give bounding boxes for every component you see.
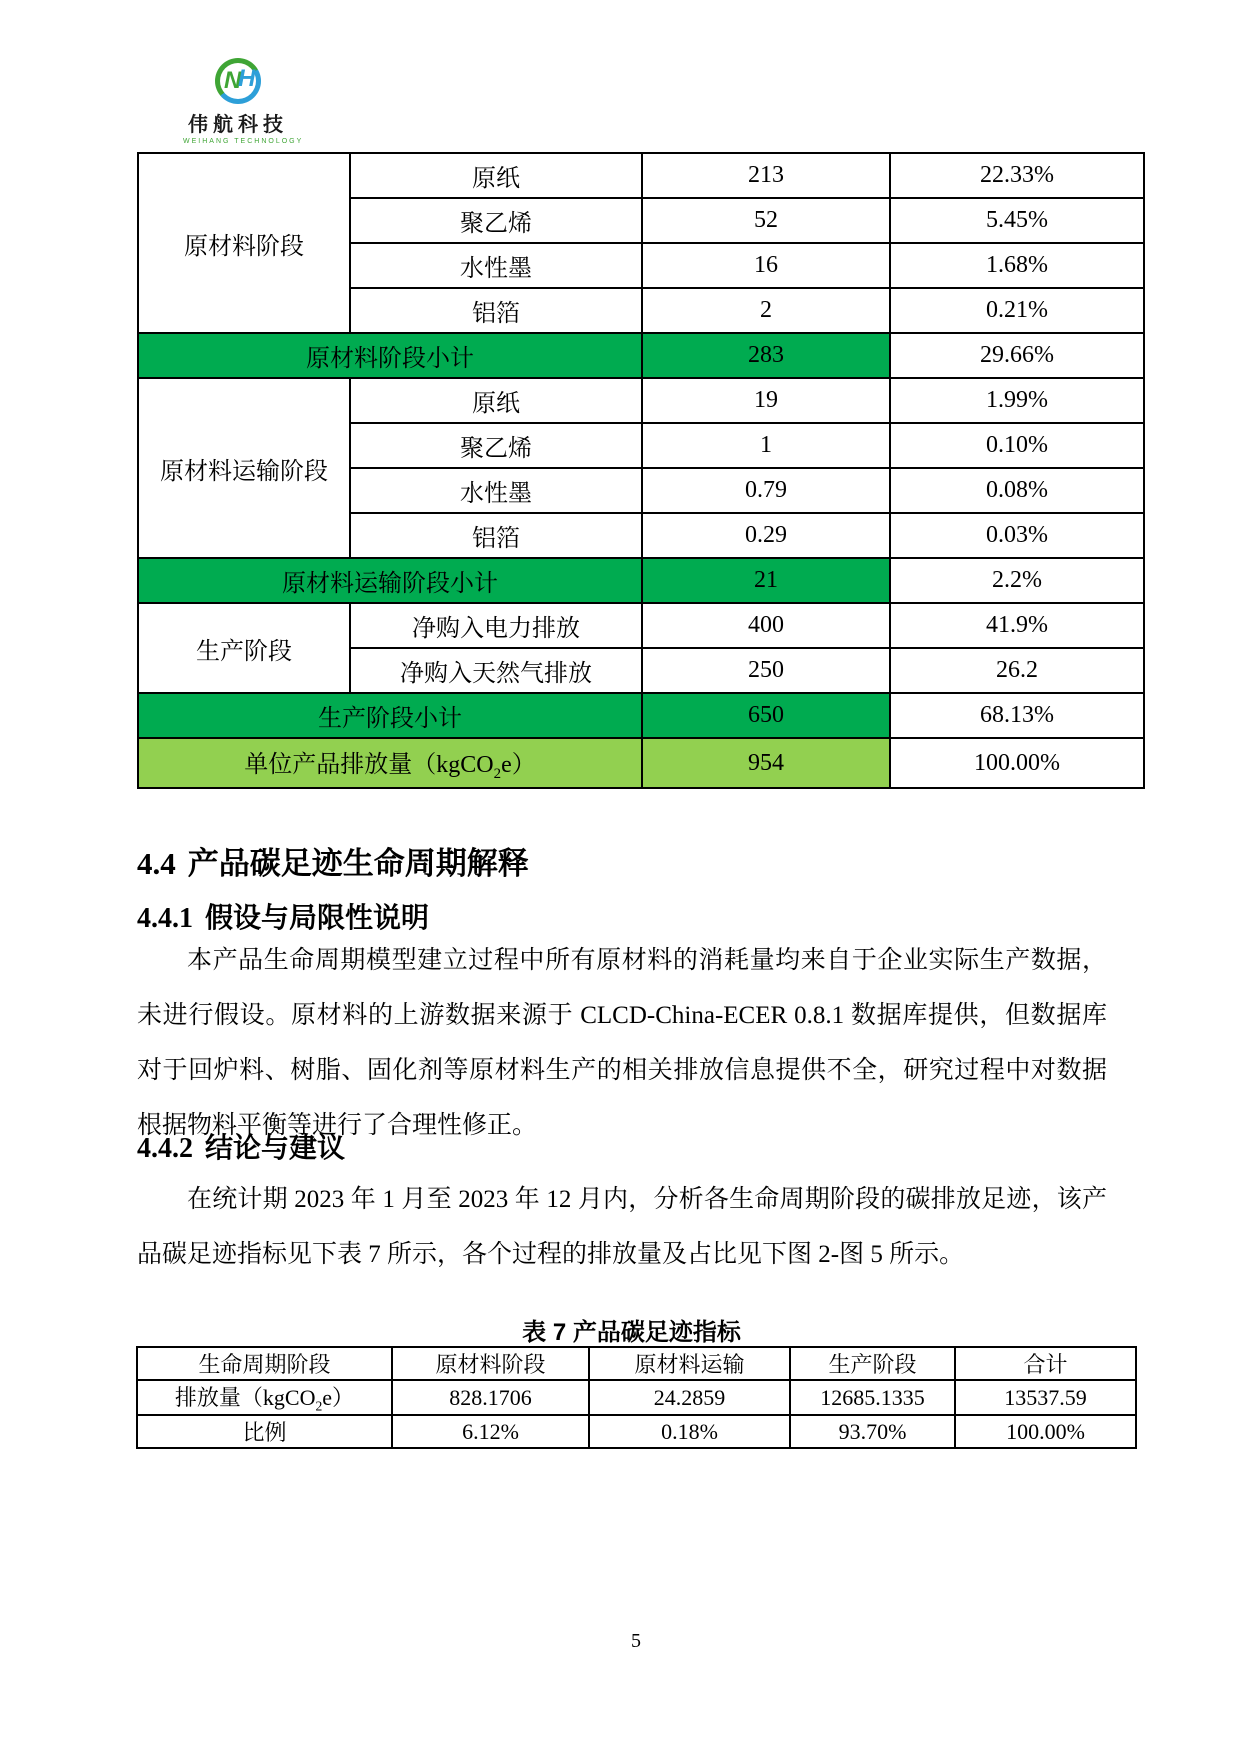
cell-share: 1.99% xyxy=(890,378,1144,423)
cell-value: 0.18% xyxy=(589,1415,790,1448)
table7-caption: 表 7 产品碳足迹指标 xyxy=(522,1319,741,1346)
cell-subtotal-share: 2.2% xyxy=(890,558,1144,603)
cell-subtotal-label: 原材料运输阶段小计 xyxy=(138,558,642,603)
total-label-suffix: e） xyxy=(501,751,536,778)
cell-value: 0.79 xyxy=(642,468,890,513)
cell-material: 铝箔 xyxy=(350,513,642,558)
emission-label-subscript: 2 xyxy=(315,1398,323,1414)
table-row xyxy=(138,153,1144,198)
cell-material: 净购入天然气排放 xyxy=(350,648,642,693)
carbon-footprint-indicator-table xyxy=(136,1346,1137,1449)
emission-breakdown-table xyxy=(137,152,1145,789)
section-heading-44 xyxy=(137,838,529,883)
logo-letter-n: N xyxy=(224,67,242,94)
row-label: 比例 xyxy=(137,1415,392,1448)
emission-label-suffix: e） xyxy=(322,1385,355,1410)
cell-value: 24.2859 xyxy=(589,1380,790,1415)
header-cell: 生命周期阶段 xyxy=(137,1347,392,1380)
page-number: 5 xyxy=(631,1630,641,1652)
header-cell: 原材料运输 xyxy=(589,1347,790,1380)
total-label-prefix: 单位产品排放量（kgCO xyxy=(244,751,494,778)
cell-total-value: 954 xyxy=(642,738,890,788)
paragraph-assumptions: 本产品生命周期模型建立过程中所有原材料的消耗量均来自于企业实际生产数据，未进行假设。原材料的上游数据来源于 CLCD-China-ECER 0.8.1 数据库提供，但数据库对于回炉料、树脂、固化剂等原材料生产的相关排放信息提供不全，研究过程中对数据根据物料平衡等进行了合理性修正。 xyxy=(137,947,1107,1139)
company-logo xyxy=(183,58,304,145)
cell-material: 净购入电力排放 xyxy=(350,603,642,648)
cell-total-label xyxy=(138,738,642,788)
header-cell: 生产阶段 xyxy=(790,1347,955,1380)
emission-label-prefix: 排放量（kgCO xyxy=(174,1385,316,1410)
cell-value: 16 xyxy=(642,243,890,288)
cell-material: 水性墨 xyxy=(350,468,642,513)
cell-stage: 生产阶段 xyxy=(138,603,350,693)
cell-share: 0.21% xyxy=(890,288,1144,333)
cell-value: 13537.59 xyxy=(955,1380,1136,1415)
cell-share: 5.45% xyxy=(890,198,1144,243)
cell-subtotal-value: 21 xyxy=(642,558,890,603)
cell-subtotal-label: 生产阶段小计 xyxy=(138,693,642,738)
header-cell: 合计 xyxy=(955,1347,1136,1380)
cell-material: 铝箔 xyxy=(350,288,642,333)
cell-share: 1.68% xyxy=(890,243,1144,288)
emission-row xyxy=(137,1380,1136,1415)
company-name-en: WEIHANG TECHNOLOGY xyxy=(183,138,304,145)
cell-value: 93.70% xyxy=(790,1415,955,1448)
ratio-row xyxy=(137,1415,1136,1448)
row-label xyxy=(137,1380,392,1415)
cell-value: 12685.1335 xyxy=(790,1380,955,1415)
header-row xyxy=(137,1347,1136,1380)
cell-material: 原纸 xyxy=(350,378,642,423)
subtotal-row xyxy=(138,333,1144,378)
cell-value: 52 xyxy=(642,198,890,243)
cell-value: 100.00% xyxy=(955,1415,1136,1448)
paragraph-conclusion: 在统计期 2023 年 1 月至 2023 年 12 月内，分析各生命周期阶段的碳排放足迹，该产品碳足迹指标见下表 7 所示，各个过程的排放量及占比见下图 2-图 5 所示。 xyxy=(137,1186,1107,1268)
cell-share: 0.10% xyxy=(890,423,1144,468)
company-name: 伟航科技 xyxy=(188,114,288,136)
cell-total-share: 100.00% xyxy=(890,738,1144,788)
cell-stage: 原材料阶段 xyxy=(138,153,350,333)
section-number: 4.4.1 xyxy=(137,903,193,934)
logo-monogram-icon xyxy=(215,58,261,104)
logo-letter-h: H xyxy=(238,65,256,92)
cell-value: 0.29 xyxy=(642,513,890,558)
cell-material: 聚乙烯 xyxy=(350,198,642,243)
table-row xyxy=(138,378,1144,423)
section-title: 假设与局限性说明 xyxy=(205,902,430,933)
cell-value: 828.1706 xyxy=(392,1380,589,1415)
cell-share: 22.33% xyxy=(890,153,1144,198)
section-title: 产品碳足迹生命周期解释 xyxy=(187,846,529,881)
cell-value: 1 xyxy=(642,423,890,468)
cell-share: 26.2 xyxy=(890,648,1144,693)
cell-subtotal-value: 283 xyxy=(642,333,890,378)
section-heading-442 xyxy=(137,1126,345,1166)
total-row xyxy=(138,738,1144,788)
cell-value: 213 xyxy=(642,153,890,198)
header-cell: 原材料阶段 xyxy=(392,1347,589,1380)
cell-material: 原纸 xyxy=(350,153,642,198)
cell-subtotal-label: 原材料阶段小计 xyxy=(138,333,642,378)
cell-material: 水性墨 xyxy=(350,243,642,288)
cell-material: 聚乙烯 xyxy=(350,423,642,468)
section-title: 结论与建议 xyxy=(205,1132,346,1163)
section-number: 4.4 xyxy=(137,846,176,881)
cell-share: 0.03% xyxy=(890,513,1144,558)
cell-subtotal-share: 68.13% xyxy=(890,693,1144,738)
cell-value: 400 xyxy=(642,603,890,648)
cell-value: 19 xyxy=(642,378,890,423)
cell-value: 6.12% xyxy=(392,1415,589,1448)
total-label-subscript: 2 xyxy=(493,765,502,782)
cell-stage: 原材料运输阶段 xyxy=(138,378,350,558)
cell-value: 2 xyxy=(642,288,890,333)
table-row xyxy=(138,603,1144,648)
subtotal-row xyxy=(138,558,1144,603)
section-heading-441 xyxy=(137,896,429,936)
section-number: 4.4.2 xyxy=(137,1133,193,1164)
cell-share: 0.08% xyxy=(890,468,1144,513)
cell-share: 41.9% xyxy=(890,603,1144,648)
subtotal-row xyxy=(138,693,1144,738)
cell-subtotal-share: 29.66% xyxy=(890,333,1144,378)
cell-value: 250 xyxy=(642,648,890,693)
cell-subtotal-value: 650 xyxy=(642,693,890,738)
